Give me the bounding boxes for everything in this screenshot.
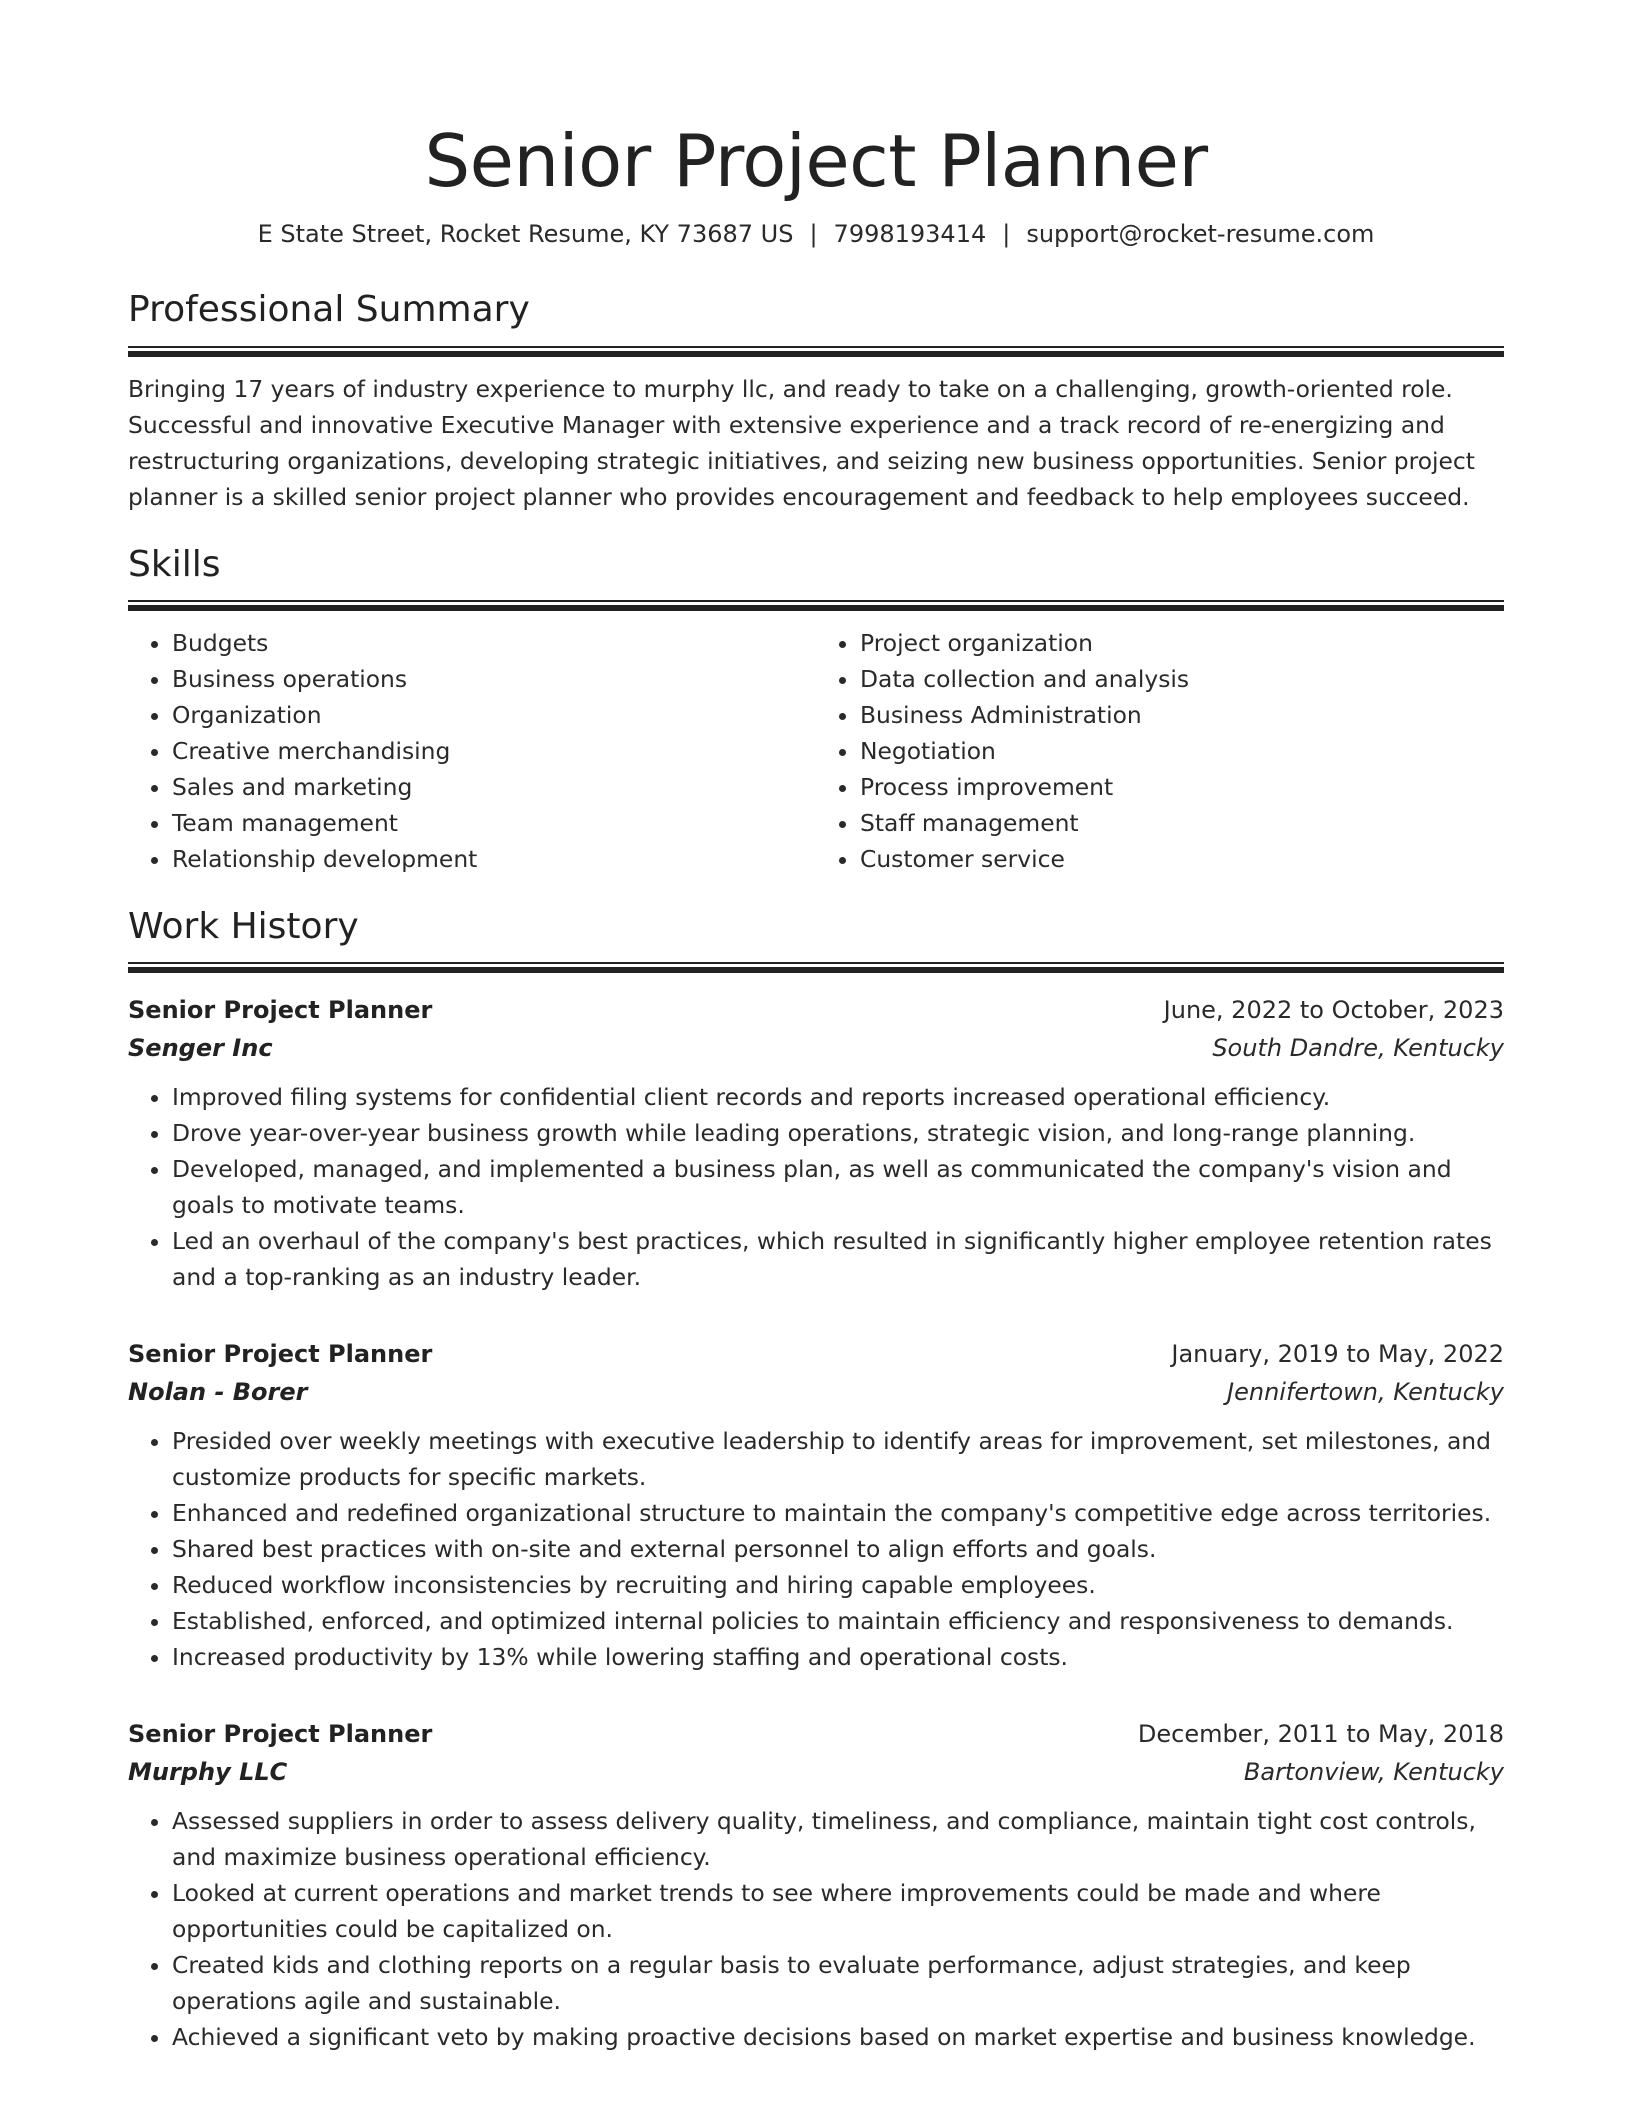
skill-item: • Project organization: [860, 625, 1504, 661]
job-bullet: • Established, enforced, and optimized internal policies to maintain efficiency and responsiveness to demands.: [172, 1603, 1504, 1639]
section-divider: [128, 346, 1504, 357]
skills-list-left: [128, 625, 816, 877]
job-location: Jennifertown, Kentucky: [1227, 1377, 1504, 1406]
job-dates: January, 2019 to May, 2022: [1171, 1339, 1504, 1368]
contact-email: support@rocket-resume.com: [1026, 220, 1375, 249]
job-bullet: • Enhanced and redefined organizational structure to maintain the company's competitive edge across territories.: [172, 1495, 1504, 1531]
job-bullet: • Achieved a significant veto by making proactive decisions based on market expertise and business knowledge.: [172, 2019, 1504, 2055]
job-company: Senger Inc: [128, 1033, 273, 1062]
job-bullet: • Looked at current operations and market trends to see where improvements could be made and where opportunities could be capitalized on.: [172, 1875, 1504, 1947]
job-bullet: • Improved filing systems for confidential client records and reports increased operational efficiency.: [172, 1079, 1504, 1115]
job-company: Murphy LLC: [128, 1757, 288, 1786]
contact-address: E State Street, Rocket Resume, KY 73687 US: [257, 220, 794, 249]
skill-item: • Negotiation: [860, 733, 1504, 769]
contact-separator: |: [809, 220, 818, 249]
job-bullet: • Increased productivity by 13% while lowering staffing and operational costs.: [172, 1639, 1504, 1675]
job-entry: [128, 1335, 1504, 1675]
skill-item: • Business operations: [172, 661, 816, 697]
job-title: Senior Project Planner: [128, 995, 433, 1024]
job-bullet: • Created kids and clothing reports on a regular basis to evaluate performance, adjust strategies, and keep operations agile and sustainable.: [172, 1947, 1504, 2019]
professional-summary-section: [128, 288, 1504, 514]
skill-item: • Organization: [172, 697, 816, 733]
skills-section: [128, 543, 1504, 877]
contact-line: [128, 220, 1504, 248]
job-company-row: [128, 1753, 1504, 1791]
skill-item: • Business Administration: [860, 697, 1504, 733]
section-divider: [128, 962, 1504, 973]
job-dates: June, 2022 to October, 2023: [1163, 995, 1504, 1024]
skill-item: • Staff management: [860, 805, 1504, 841]
contact-phone: 7998193414: [833, 220, 987, 249]
job-company-row: [128, 1373, 1504, 1411]
job-location: Bartonview, Kentucky: [1243, 1757, 1504, 1786]
job-bullet: • Shared best practices with on-site and external personnel to align efforts and goals.: [172, 1531, 1504, 1567]
skill-item: • Sales and marketing: [172, 769, 816, 805]
resume-name-heading: Senior Project Planner: [424, 119, 1208, 203]
job-bullet: • Reduced workflow inconsistencies by recruiting and hiring capable employees.: [172, 1567, 1504, 1603]
job-dates: December, 2011 to May, 2018: [1137, 1719, 1504, 1748]
skill-item: • Process improvement: [860, 769, 1504, 805]
job-title: Senior Project Planner: [128, 1719, 433, 1748]
job-bullets: [128, 1423, 1504, 1675]
job-bullet: • Developed, managed, and implemented a business plan, as well as communicated the company's vision and goals to motivate teams.: [172, 1151, 1504, 1223]
job-bullet: • Presided over weekly meetings with executive leadership to identify areas for improvement, set milestones, and customize products for specific markets.: [172, 1423, 1504, 1495]
job-company-row: [128, 1029, 1504, 1067]
skill-item: • Relationship development: [172, 841, 816, 877]
skills-list-right: [816, 625, 1504, 877]
job-location: South Dandre, Kentucky: [1212, 1033, 1504, 1062]
job-header-row: [128, 1715, 1504, 1753]
skill-item: • Data collection and analysis: [860, 661, 1504, 697]
job-entry: [128, 1715, 1504, 2055]
section-title-work-history: Work History: [128, 905, 359, 947]
section-divider: [128, 600, 1504, 611]
contact-separator: |: [1002, 220, 1011, 249]
job-bullets: [128, 1079, 1504, 1295]
skill-item: • Creative merchandising: [172, 733, 816, 769]
job-title: Senior Project Planner: [128, 1339, 433, 1368]
resume-page: [128, 0, 1504, 2055]
skill-item: • Budgets: [172, 625, 816, 661]
summary-paragraph: Bringing 17 years of industry experience to murphy llc, and ready to take on a challenging, growth-oriented role. Successful and innovative Executive Manager with extensive experience and a track record of re-energizing and restructuring organizations, developing strategic initiatives, and seizing new business opportunities. Senior project planner is a skilled senior project planner who provides encouragement and feedback to help employees succeed.: [128, 374, 1475, 511]
job-bullet: • Drove year-over-year business growth while leading operations, strategic vision, and long-range planning.: [172, 1115, 1504, 1151]
job-bullets: [128, 1803, 1504, 2055]
section-title-summary: Professional Summary: [128, 289, 530, 331]
skill-item: • Customer service: [860, 841, 1504, 877]
job-bullet: • Assessed suppliers in order to assess delivery quality, timeliness, and compliance, maintain tight cost controls, and maximize business operational efficiency.: [172, 1803, 1504, 1875]
skills-grid: [128, 625, 1504, 877]
job-company: Nolan - Borer: [128, 1377, 308, 1406]
job-bullet: • Led an overhaul of the company's best practices, which resulted in significantly higher employee retention rates and a top-ranking as an industry leader.: [172, 1223, 1504, 1295]
work-history-section: [128, 905, 1504, 2055]
job-header-row: [128, 1335, 1504, 1373]
job-header-row: [128, 991, 1504, 1029]
job-entry: [128, 991, 1504, 1295]
section-title-skills: Skills: [128, 543, 221, 585]
skill-item: • Team management: [172, 805, 816, 841]
